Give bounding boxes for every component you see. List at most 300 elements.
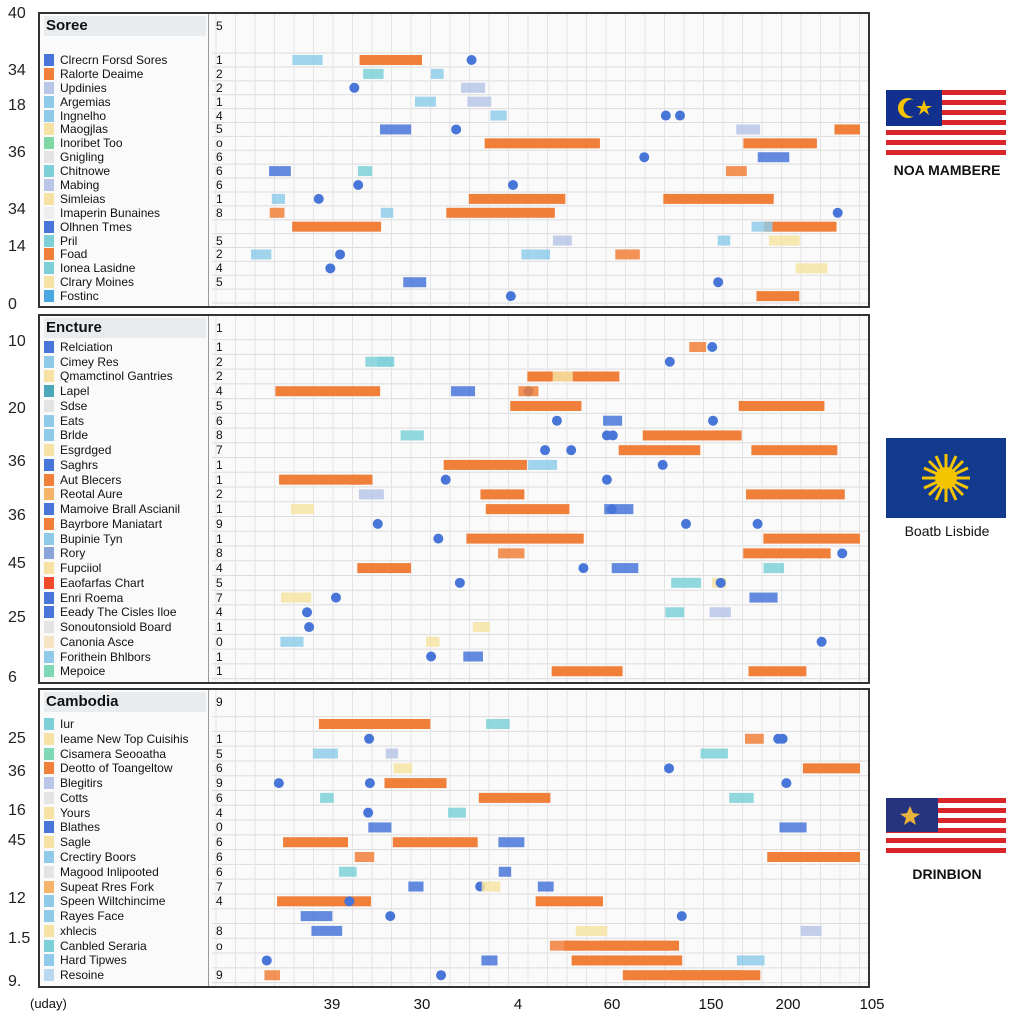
row-number: 1 <box>216 191 223 206</box>
data-marker <box>499 867 511 877</box>
row-number: 7 <box>216 879 223 894</box>
legend-swatch <box>44 792 54 804</box>
row-number: 5 <box>216 122 223 137</box>
left-tick: 25 <box>8 609 26 626</box>
legend-label: Cotts <box>60 790 89 805</box>
data-marker <box>380 124 411 134</box>
data-bar <box>572 955 683 965</box>
legend-row <box>44 924 97 938</box>
legend-swatch <box>44 459 54 471</box>
data-bar <box>746 489 845 499</box>
row-number: 9 <box>216 776 223 791</box>
legend-row <box>44 234 77 248</box>
legend-swatch <box>44 82 54 94</box>
data-marker <box>550 941 582 951</box>
data-point <box>325 263 335 273</box>
legend-label: Canbled Seraria <box>60 938 147 953</box>
data-marker <box>769 236 800 246</box>
panel-row-numbers <box>216 690 240 986</box>
data-marker <box>381 208 394 218</box>
legend-label: Rayes Face <box>60 909 125 924</box>
legend-label: Blathes <box>60 820 101 835</box>
data-point <box>675 111 685 121</box>
row-number: 2 <box>216 487 223 502</box>
data-bar <box>385 778 447 788</box>
legend-row <box>44 635 134 649</box>
legend-label: Sdse <box>60 398 88 413</box>
legend-swatch <box>44 954 54 966</box>
panel-row-labels <box>40 316 212 682</box>
data-marker <box>745 734 764 744</box>
panel-row-numbers <box>216 316 240 682</box>
legend-label: Speen Wiltchincime <box>60 894 166 909</box>
x-axis-label: (uday) <box>30 996 67 1011</box>
left-tick: 45 <box>8 555 26 572</box>
data-point <box>713 277 723 287</box>
data-bar <box>393 837 478 847</box>
left-tick: 6 <box>8 669 17 686</box>
row-number: 4 <box>216 261 223 276</box>
legend-swatch <box>44 429 54 441</box>
row-number: 4 <box>216 805 223 820</box>
legend-row <box>44 473 121 487</box>
panel-title-number: 5 <box>216 19 223 33</box>
legend-label: Forithein Bhlbors <box>60 649 151 664</box>
legend-swatch <box>44 151 54 163</box>
data-point <box>364 734 374 744</box>
legend-row <box>44 732 189 746</box>
x-tick-label: 39 <box>323 996 341 1013</box>
legend-row <box>44 247 87 261</box>
data-bar <box>663 194 773 204</box>
data-marker <box>408 882 423 892</box>
x-tick-label: 30 <box>413 996 431 1013</box>
data-marker <box>576 926 608 936</box>
panel-title-number: 9 <box>216 695 223 709</box>
row-number: 6 <box>216 864 223 879</box>
legend-row <box>44 620 171 634</box>
row-number: 0 <box>216 634 223 649</box>
data-marker <box>269 166 291 176</box>
legend-label: Fostinc <box>60 289 99 304</box>
legend-row <box>44 369 173 383</box>
data-bar <box>767 852 860 862</box>
row-number: o <box>216 938 223 953</box>
legend-label: Aut Blecers <box>60 472 122 487</box>
legend-row <box>44 261 135 275</box>
data-marker <box>363 69 383 79</box>
legend-swatch <box>44 276 54 288</box>
legend-row <box>44 576 144 590</box>
legend-swatch <box>44 290 54 302</box>
data-point <box>302 607 312 617</box>
legend-row <box>44 880 154 894</box>
legend-label: Ingnelho <box>60 108 107 123</box>
panel-row-labels <box>40 14 212 306</box>
legend-swatch <box>44 748 54 760</box>
data-point <box>681 519 691 529</box>
data-point <box>353 180 363 190</box>
legend-swatch <box>44 400 54 412</box>
legend-label: Brlde <box>60 428 89 443</box>
legend-label: Gnigling <box>60 150 105 165</box>
data-point <box>817 637 827 647</box>
panel-title: Soree <box>44 16 206 36</box>
left-tick: 16 <box>8 802 26 819</box>
data-bar <box>763 534 860 544</box>
data-bar <box>643 430 742 440</box>
left-tick: 36 <box>8 453 26 470</box>
legend-row <box>44 443 111 457</box>
data-bar <box>803 763 860 773</box>
legend-swatch <box>44 385 54 397</box>
x-tick-label: 150 <box>698 996 724 1013</box>
row-number: 7 <box>216 443 223 458</box>
data-marker <box>553 371 573 381</box>
row-number: 8 <box>216 923 223 938</box>
data-point <box>441 475 451 485</box>
data-marker <box>463 652 483 662</box>
data-marker <box>251 249 271 259</box>
row-number: o <box>216 136 223 151</box>
legend-row <box>44 591 123 605</box>
data-marker <box>264 970 280 980</box>
data-marker <box>270 208 285 218</box>
legend-row <box>44 517 162 531</box>
data-marker <box>339 867 357 877</box>
legend-row <box>44 178 99 192</box>
data-marker <box>710 607 731 617</box>
row-number: 8 <box>216 428 223 443</box>
data-point <box>436 970 446 980</box>
flag-caption: Boatb Lisbide <box>904 523 990 539</box>
row-number: 1 <box>216 664 223 679</box>
legend-label: Esgrdged <box>60 443 112 458</box>
legend-label: Sagle <box>60 835 91 850</box>
row-number: 4 <box>216 108 223 123</box>
data-marker <box>426 637 439 647</box>
row-number: 4 <box>216 561 223 576</box>
data-marker <box>764 563 785 573</box>
data-point <box>451 124 461 134</box>
data-bar <box>292 222 381 232</box>
data-point <box>578 563 588 573</box>
data-bar <box>275 386 380 396</box>
data-marker <box>538 882 554 892</box>
data-marker <box>486 719 509 729</box>
data-marker <box>451 386 475 396</box>
left-tick: 34 <box>8 62 26 79</box>
legend-row <box>44 220 132 234</box>
data-point <box>304 622 314 632</box>
legend-row <box>44 939 147 953</box>
left-tick: 25 <box>8 730 26 747</box>
data-marker <box>281 593 311 603</box>
data-marker <box>752 222 773 232</box>
legend-swatch <box>44 577 54 589</box>
legend-label: Yours <box>60 805 91 820</box>
legend-label: Blegitirs <box>60 776 103 791</box>
legend-row <box>44 953 127 967</box>
legend-row <box>44 968 104 982</box>
legend-swatch <box>44 851 54 863</box>
legend-swatch <box>44 910 54 922</box>
left-tick: 12 <box>8 890 26 907</box>
chart-panel-encture <box>38 314 870 684</box>
legend-label: Ieame New Top Cuisihis <box>60 731 189 746</box>
legend-row <box>44 850 136 864</box>
data-bar <box>527 371 619 381</box>
data-marker <box>292 55 322 65</box>
legend-label: Foad <box>60 247 88 262</box>
data-marker <box>796 263 828 273</box>
legend-swatch <box>44 137 54 149</box>
data-marker <box>521 249 550 259</box>
legend-swatch <box>44 341 54 353</box>
row-number: 7 <box>216 590 223 605</box>
data-marker <box>528 460 557 470</box>
legend-label: Rory <box>60 546 86 561</box>
data-marker <box>498 837 524 847</box>
data-bar <box>319 719 430 729</box>
left-tick: 40 <box>8 5 26 22</box>
data-point <box>661 111 671 121</box>
legend-swatch <box>44 474 54 486</box>
data-point <box>314 194 324 204</box>
data-marker <box>401 430 424 440</box>
data-marker <box>481 955 497 965</box>
data-marker <box>403 277 426 287</box>
data-bar <box>749 666 807 676</box>
data-marker <box>301 911 333 921</box>
legend-label: Ralorte Deaime <box>60 66 144 81</box>
legend-label: Clrary Moines <box>60 275 135 290</box>
left-tick: 36 <box>8 507 26 524</box>
data-bar <box>743 548 830 558</box>
data-point <box>664 763 674 773</box>
row-number: 1 <box>216 94 223 109</box>
row-number: 5 <box>216 398 223 413</box>
x-tick-label: 200 <box>775 996 801 1013</box>
data-marker <box>498 548 524 558</box>
data-marker <box>800 926 821 936</box>
data-bar <box>277 896 371 906</box>
data-point <box>274 778 284 788</box>
row-number: 6 <box>216 150 223 165</box>
legend-row <box>44 791 88 805</box>
left-tick: 36 <box>8 144 26 161</box>
legend-swatch <box>44 925 54 937</box>
data-bar <box>623 970 742 980</box>
x-tick-label: 4 <box>513 996 523 1013</box>
data-marker <box>368 822 391 832</box>
legend-row <box>44 122 108 136</box>
x-tick-label: 105 <box>859 996 885 1013</box>
data-bar <box>479 793 551 803</box>
data-point <box>552 416 562 426</box>
legend-row <box>44 502 180 516</box>
data-marker <box>553 236 572 246</box>
data-point <box>707 342 717 352</box>
legend-swatch <box>44 488 54 500</box>
legend-swatch <box>44 777 54 789</box>
panel-title: Encture <box>44 318 206 338</box>
legend-label: Argemias <box>60 94 111 109</box>
data-marker <box>280 637 303 647</box>
data-marker <box>726 166 747 176</box>
legend-row <box>44 650 151 664</box>
data-marker <box>482 882 501 892</box>
data-marker <box>365 357 394 367</box>
legend-label: Cisamera Seooatha <box>60 746 167 761</box>
row-number: 1 <box>216 649 223 664</box>
row-number: 6 <box>216 790 223 805</box>
data-point <box>708 416 718 426</box>
data-point <box>506 291 516 301</box>
data-point <box>349 83 359 93</box>
legend-label: Inoribet Too <box>60 136 123 151</box>
legend-row <box>44 150 104 164</box>
sun-flag-icon <box>886 438 1006 518</box>
data-marker <box>518 386 538 396</box>
legend-swatch <box>44 533 54 545</box>
row-number: 4 <box>216 384 223 399</box>
legend-swatch <box>44 592 54 604</box>
legend-label: Relciation <box>60 340 113 354</box>
legend-swatch <box>44 836 54 848</box>
legend-row <box>44 53 167 67</box>
row-number: 1 <box>216 502 223 517</box>
legend-swatch <box>44 621 54 633</box>
legend-row <box>44 206 160 220</box>
row-number: 6 <box>216 761 223 776</box>
legend-label: Supeat Rres Fork <box>60 879 155 894</box>
row-number: 6 <box>216 850 223 864</box>
data-marker <box>749 593 777 603</box>
data-marker <box>490 111 506 121</box>
legend-row <box>44 109 106 123</box>
legend-row <box>44 81 107 95</box>
flag-caption: NOA MAMBERE <box>893 162 1001 178</box>
legend-label: Bayrbore Maniatart <box>60 516 163 531</box>
row-number: 1 <box>216 472 223 487</box>
panel-title-number: 1 <box>216 321 223 335</box>
row-number: 2 <box>216 247 223 262</box>
row-number: 1 <box>216 731 223 746</box>
legend-swatch <box>44 193 54 205</box>
data-bar <box>552 666 623 676</box>
legend-label: xhlecis <box>60 923 97 938</box>
row-number: 1 <box>216 457 223 472</box>
data-marker <box>431 69 444 79</box>
legend-row <box>44 192 105 206</box>
legend-swatch <box>44 415 54 427</box>
legend-label: Fupciiol <box>60 561 102 576</box>
data-bar <box>279 475 372 485</box>
left-tick: 1.5 <box>8 930 31 947</box>
row-number: 5 <box>216 575 223 590</box>
legend-swatch <box>44 262 54 274</box>
legend-label: Bupinie Tyn <box>60 531 123 546</box>
data-point <box>262 955 272 965</box>
malaysia-flag-faded-icon <box>886 798 1006 860</box>
legend-swatch <box>44 248 54 260</box>
legend-swatch <box>44 762 54 774</box>
left-tick: 18 <box>8 97 26 114</box>
legend-swatch <box>44 606 54 618</box>
flag-caption: DRINBION <box>912 866 982 882</box>
legend-row <box>44 95 111 109</box>
legend-swatch <box>44 807 54 819</box>
data-marker <box>355 852 374 862</box>
data-bar <box>751 445 837 455</box>
row-number: 2 <box>216 354 223 369</box>
data-point <box>781 778 791 788</box>
row-number: 8 <box>216 546 223 561</box>
row-number: 1 <box>216 53 223 67</box>
row-number: 6 <box>216 835 223 850</box>
legend-swatch <box>44 881 54 893</box>
legend-label: Updinies <box>60 80 107 95</box>
legend-label: Crectiry Boors <box>60 850 137 864</box>
data-marker <box>358 166 372 176</box>
legend-row <box>44 399 87 413</box>
legend-swatch <box>44 235 54 247</box>
data-marker <box>603 416 622 426</box>
data-bar <box>536 896 603 906</box>
legend-row <box>44 546 85 560</box>
data-bar <box>739 401 825 411</box>
data-point <box>658 460 668 470</box>
data-bar <box>444 460 527 470</box>
data-point <box>385 911 395 921</box>
data-point <box>608 430 618 440</box>
data-point <box>665 357 675 367</box>
data-bar <box>619 445 701 455</box>
data-point <box>365 778 375 788</box>
left-tick: 34 <box>8 201 26 218</box>
data-marker <box>729 793 753 803</box>
legend-label: Magood Inlipooted <box>60 864 159 879</box>
legend-row <box>44 717 74 731</box>
left-tick: 20 <box>8 400 26 417</box>
data-bar <box>360 55 422 65</box>
legend-swatch <box>44 96 54 108</box>
data-point <box>753 519 763 529</box>
legend-label: Hard Tipwes <box>60 953 127 968</box>
data-marker <box>415 97 436 107</box>
data-point <box>773 734 783 744</box>
data-marker <box>311 926 342 936</box>
legend-label: Olhnen Tmes <box>60 219 132 234</box>
data-marker <box>461 83 485 93</box>
legend-label: Sonoutonsiold Board <box>60 620 172 635</box>
row-number: 1 <box>216 340 223 354</box>
data-marker <box>313 749 338 759</box>
row-number: 6 <box>216 413 223 428</box>
data-marker <box>665 607 684 617</box>
left-tick: 14 <box>8 238 26 255</box>
data-point <box>837 548 847 558</box>
data-marker <box>736 124 760 134</box>
row-number: 8 <box>216 205 223 220</box>
row-number: 6 <box>216 164 223 179</box>
data-marker <box>473 622 490 632</box>
left-tick: 45 <box>8 832 26 849</box>
legend-row <box>44 164 110 178</box>
data-point <box>373 519 383 529</box>
legend-row <box>44 487 123 501</box>
